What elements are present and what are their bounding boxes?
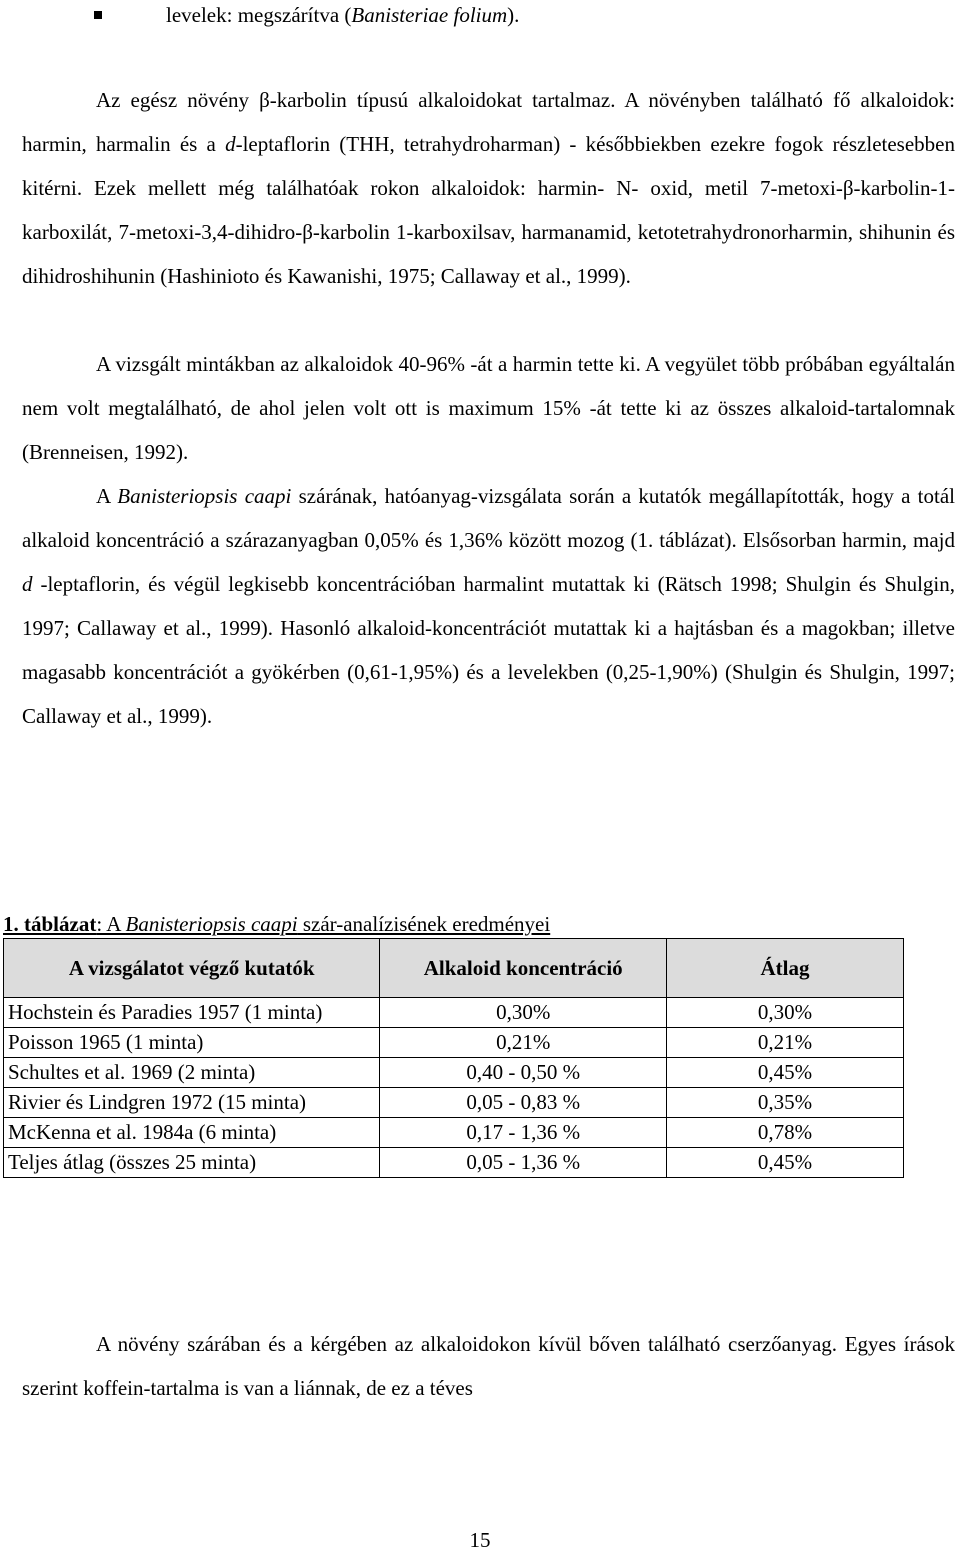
cell-concentration: 0,30% (380, 998, 667, 1028)
table-row (4, 1028, 904, 1058)
results-table (3, 938, 904, 1178)
cell-average: 0,78% (667, 1118, 904, 1148)
square-bullet-icon (94, 11, 102, 19)
table-row (4, 998, 904, 1028)
bullet-text: levelek: megszárítva (Banisteriae folium). (166, 2, 520, 27)
cell-researchers: Teljes átlag (összes 25 minta) (4, 1148, 380, 1178)
table-caption: 1. táblázat: A Banisteriopsis caapi szár-analízisének eredményei (3, 912, 551, 936)
cell-concentration: 0,21% (380, 1028, 667, 1058)
table-row (4, 1088, 904, 1118)
table-row (4, 1058, 904, 1088)
header-average: Átlag (667, 939, 904, 998)
header-concentration: Alkaloid koncentráció (380, 939, 667, 998)
bullet-item (94, 0, 519, 30)
page-number: 15 (469, 1528, 491, 1552)
cell-average: 0,21% (667, 1028, 904, 1058)
cell-researchers: Rivier és Lindgren 1972 (15 minta) (4, 1088, 380, 1118)
cell-researchers: Poisson 1965 (1 minta) (4, 1028, 380, 1058)
paragraph-harmin: A vizsgált mintákban az alkaloidok 40-96% -át a harmin tette ki. A vegyület több próbában egyáltalán nem volt megtalálható, de ahol jelen volt ott is maximum 15% -át tette ki az összes alkaloid-tartalomnak (Brenneisen, 1992). (22, 352, 955, 464)
paragraph-stem-analysis: A Banisteriopsis caapi szárának, hatóanyag-vizsgálata során a kutatók megállapították, hogy a totál alkaloid koncentráció a szárazanyagban 0,05% és 1,36% között mozog (1. táblázat). Elsősorban harmin, majd d -leptaflorin, és végül legkisebb koncentrációban harmalint mutattak ki (Rätsch 1998; Shulgin és Shulgin, 1997; Callaway et al., 1999). Hasonló alkaloid-koncentrációt mutattak ki a hajtásban és a magokban; illetve magasabb koncentrációt a gyökérben (0,61-1,95%) és a levelekben (0,25-1,90%) (Shulgin és Shulgin, 1997; Callaway et al., 1999). (22, 484, 955, 728)
cell-researchers: Schultes et al. 1969 (2 minta) (4, 1058, 380, 1088)
cell-researchers: McKenna et al. 1984a (6 minta) (4, 1118, 380, 1148)
cell-concentration: 0,40 - 0,50 % (380, 1058, 667, 1088)
cell-concentration: 0,05 - 0,83 % (380, 1088, 667, 1118)
cell-average: 0,35% (667, 1088, 904, 1118)
table-row (4, 1148, 904, 1178)
table-header-row (4, 939, 904, 998)
cell-average: 0,45% (667, 1058, 904, 1088)
cell-researchers: Hochstein és Paradies 1957 (1 minta) (4, 998, 380, 1028)
cell-average: 0,45% (667, 1148, 904, 1178)
table-row (4, 1118, 904, 1148)
cell-concentration: 0,05 - 1,36 % (380, 1148, 667, 1178)
header-researchers: A vizsgálatot végző kutatók (4, 939, 380, 998)
paragraph-tannins: A növény szárában és a kérgében az alkaloidokon kívül bőven található cserzőanyag. Egyes írások szerint koffein-tartalma is van a liánnak, de ez a téves (22, 1332, 955, 1400)
paragraph-alkaloids: Az egész növény β-karbolin típusú alkaloidokat tartalmaz. A növényben található fő alkaloidok: harmin, harmalin és a d-leptaflorin (THH, tetrahydroharman) - későbbiekben ezekre fogok részletesebben kitérni. Ezek mellett még találhatóak rokon alkaloidok: harmin- N- oxid, metil 7-metoxi-β-karbolin-1-karboxilát, 7-metoxi-3,4-dihidro-β-karbolin 1-karboxilsav, harmanamid, ketotetrahydronorharmin, shihunin és dihidroshihunin (Hashinioto és Kawanishi, 1975; Callaway et al., 1999). (22, 88, 955, 288)
cell-average: 0,30% (667, 998, 904, 1028)
cell-concentration: 0,17 - 1,36 % (380, 1118, 667, 1148)
